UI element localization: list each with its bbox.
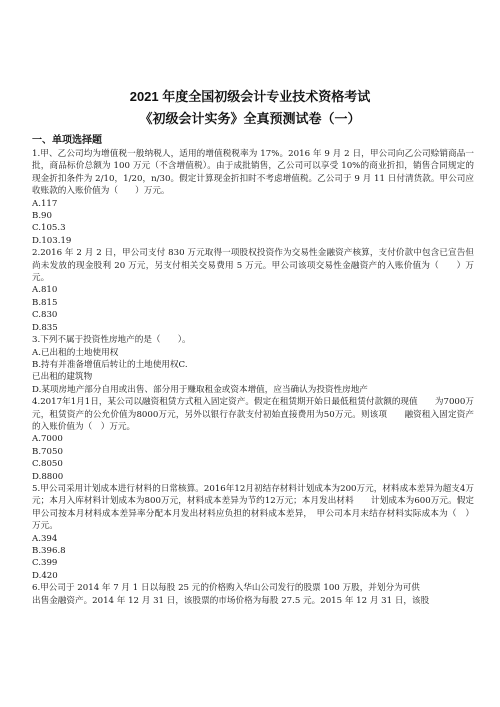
option: C.830 [32, 310, 58, 321]
question-item [32, 148, 474, 247]
question-text: 2.2016 年 2 月 2 日，甲公司支付 830 万元取得一项股权投资作为交易性金融资产核算，支付价款中包含已宣告但尚未发放的现金股利 20 万元，另支付相关交易费用 5 万元。甲公司该项交易性金融资产的入账价值为（ ）万元。 [32, 248, 474, 284]
option: B.90 [32, 211, 52, 222]
question-item [32, 582, 474, 607]
option: A.117 [32, 198, 58, 209]
question-item [32, 483, 474, 582]
option: C.399 [32, 558, 58, 569]
paper-title: 《初级会计实务》全真预测试卷（一） [139, 111, 361, 126]
exam-title: 2021 年度全国初级会计专业技术资格考试 [129, 89, 371, 104]
option: B.815 [32, 297, 58, 308]
question-text: 3.下列不属于投资性房地产的是（ ）。 [32, 335, 191, 346]
option: A.7000 [32, 434, 63, 445]
option: B.396.8 [32, 546, 66, 556]
option: C.8050 [32, 459, 63, 470]
option: A.已出租的土地使用权 [32, 347, 119, 358]
question-text: 4.2017年1月1日，某公司以融资租赁方式租入固定资产。假定在租赁期开始日最低租赁付款额的现值 为7000万元，租赁资产的公允价值为8000万元，另外以银行存款支付初始直接费用为50万元。则该项 融资租入固定资产的入账价值为（ ）万元。 [32, 397, 474, 432]
question-list [32, 134, 474, 607]
option: D.8800 [32, 471, 64, 482]
question-text-line: 6.甲公司于 2014 年 7 月 1 日以每股 25 元的价格购入华山公司发行的股票 100 万股，并划分为可供 [32, 583, 420, 594]
option: D.835 [32, 322, 58, 333]
question-text-line: 出售金融资产。2014 年 12 月 31 日，该股票的市场价格为每股 27.5 元。2015 年 12 月 31 日，该股 [32, 595, 430, 606]
option: C.105.3 [32, 223, 66, 234]
option: A.810 [32, 285, 58, 296]
option: B.7050 [32, 446, 63, 457]
option: D.420 [32, 570, 58, 581]
question-item [32, 334, 474, 396]
option: D.103.19 [32, 235, 72, 246]
question-text: 5.甲公司采用计划成本进行材料的日常核算。2016年12月初结存材料计划成本为200万元，材料成本差异为超支4万元；本月入库材料计划成本为800万元，材料成本差异为节约12万元；本月发出材料 计划成本为600万元。假定甲公司按本月材料成本差异率分配本月发出材料应负担的材料成本差异， 甲公司本月末结存材料实际成本为（ ）万元。 [32, 483, 474, 532]
question-item [32, 396, 474, 483]
option: D.某项房地产部分自用或出售、部分用于赚取租金或资本增值，应当确认为投资性房地产 [32, 384, 368, 395]
option: B.持有并准备增值后转让的土地使用权C. [32, 359, 188, 370]
question-text: 1.甲、乙公司均为增值税一般纳税人，适用的增值税税率为 17%。2016 年 9 月 2 日，甲公司向乙公司赊销商品一批，商品标价总额为 100 万元（不含增值税）。由于成批销售，乙公司可以享受 10%的商业折扣，销售合同规定的现金折扣条件为 2/10，1/20，n/30。假定计算现金折扣时不考虑增值税。乙公司于 9 月 11 日付清货款。甲公司应收账款的入账价值为（ ）万元。 [32, 149, 474, 197]
question-item [32, 247, 474, 334]
option: 已出租的建筑物 [32, 372, 93, 383]
section-heading: 一、单项选择题 [32, 135, 102, 146]
option: A.394 [32, 533, 58, 544]
